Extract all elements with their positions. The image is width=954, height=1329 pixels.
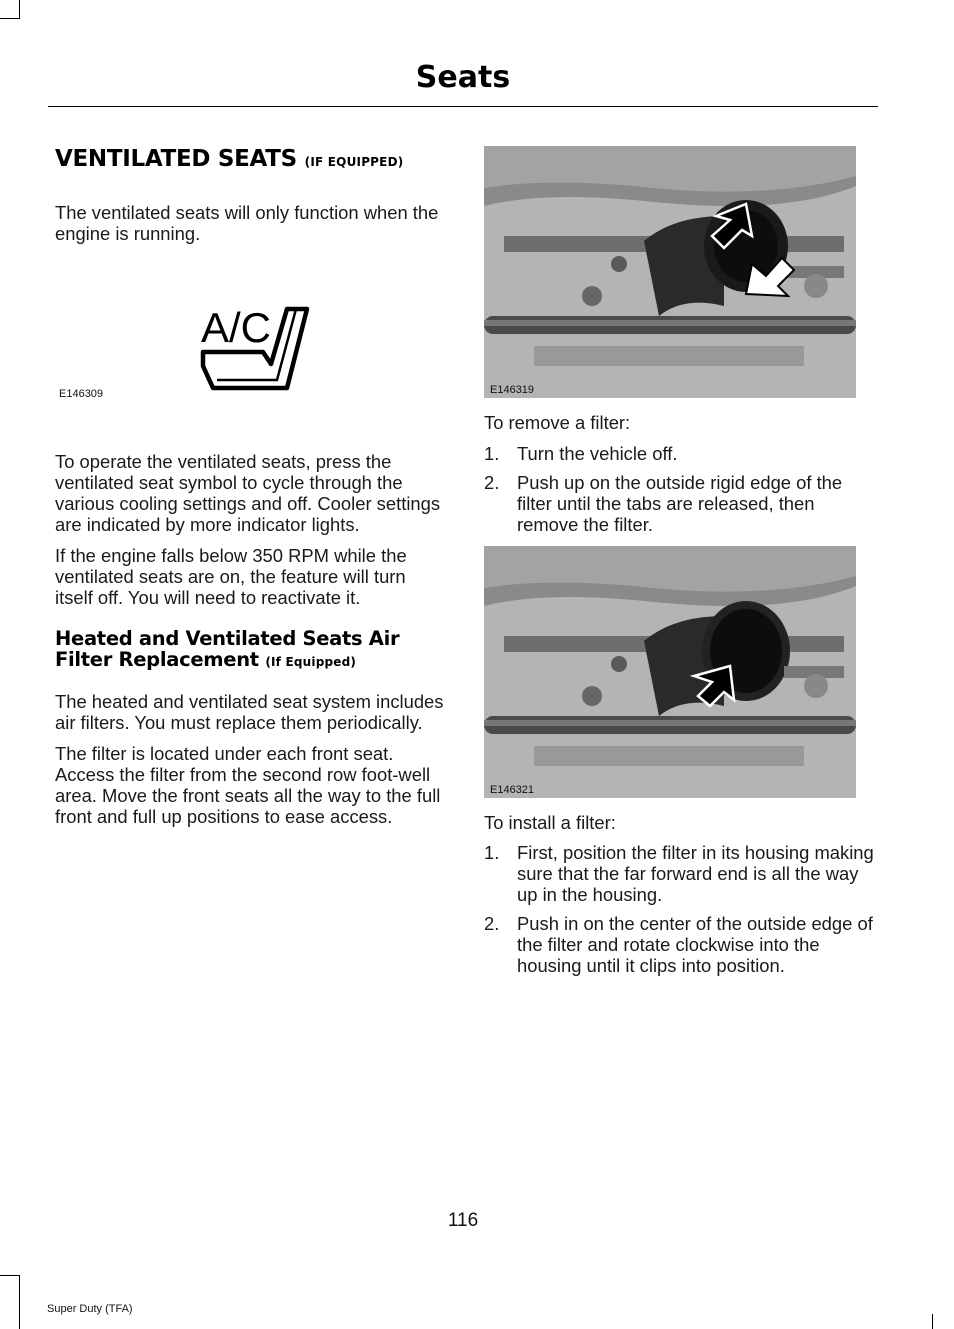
publication-name: Super Duty (TFA)	[47, 1303, 133, 1315]
list-item	[484, 472, 874, 535]
step-number: 2.	[484, 472, 500, 493]
ventilated-seat-figure	[55, 256, 447, 456]
right-column	[484, 146, 874, 976]
install-intro: To install a filter:	[484, 812, 616, 833]
section-heading	[55, 144, 447, 177]
remove-steps-list	[484, 443, 874, 535]
subsection-heading-suffix: (If Equipped)	[265, 655, 357, 669]
step-number: 2.	[484, 913, 500, 934]
title-divider	[48, 106, 878, 107]
step-text: Push in on the center of the outside edge of the filter and rotate clockwise into the housing until it clips into position.	[517, 913, 873, 976]
page-number: 116	[447, 1210, 479, 1231]
page-title: Seats	[415, 60, 511, 95]
remove-intro: To remove a filter:	[484, 412, 631, 433]
icon-ac-text: A/C	[201, 304, 272, 351]
list-item	[484, 913, 874, 976]
filters-paragraph: The heated and ventilated seat system includes air filters. You must replace them periodically.	[55, 691, 444, 733]
figure-code: E146309	[59, 388, 104, 400]
list-item	[484, 443, 874, 464]
step-text: Push up on the outside rigid edge of the filter until the tabs are released, then remove the filter.	[517, 472, 843, 535]
subsection-heading-main: Heated and Ventilated Seats Air Filter Replacement	[55, 627, 400, 671]
filter-removal-photo	[484, 146, 856, 398]
filter-install-illustration	[484, 546, 856, 798]
location-paragraph: The filter is located under each front seat. Access the filter from the second row foot-well area. Move the front seats all the way to the full front and full up positions to ease access.	[55, 743, 441, 827]
figure1-code: E146319	[490, 384, 535, 396]
subsection-heading	[55, 628, 447, 673]
crop-mark	[19, 0, 20, 19]
rpm-paragraph: If the engine falls below 350 RPM while the ventilated seats are on, the feature will turn itself off. You will need to reactivate it.	[55, 545, 407, 608]
ventilated-seat-icon	[55, 256, 447, 426]
figure2-code: E146321	[490, 784, 535, 796]
step-number: 1.	[484, 842, 500, 863]
section-heading-main: VENTILATED SEATS	[55, 146, 297, 172]
install-steps-list	[484, 842, 874, 976]
crop-mark	[19, 1275, 20, 1329]
crop-mark	[0, 18, 19, 19]
crop-mark	[932, 1314, 933, 1329]
filter-removal-illustration	[484, 146, 856, 398]
step-text: First, position the filter in its housing making sure that the far forward end is all the way up in the housing.	[517, 842, 874, 905]
operate-paragraph: To operate the ventilated seats, press the ventilated seat symbol to cycle through the various cooling settings and off. Cooler settings are indicated by more indicator lights.	[55, 451, 441, 535]
crop-mark	[0, 1275, 19, 1276]
step-text: Turn the vehicle off.	[517, 443, 678, 464]
filter-install-photo	[484, 546, 856, 798]
step-number: 1.	[484, 443, 500, 464]
section-heading-suffix: (IF EQUIPPED)	[304, 155, 404, 169]
intro-paragraph: The ventilated seats will only function when the engine is running.	[55, 202, 439, 244]
list-item	[484, 842, 874, 905]
left-column	[55, 144, 447, 827]
